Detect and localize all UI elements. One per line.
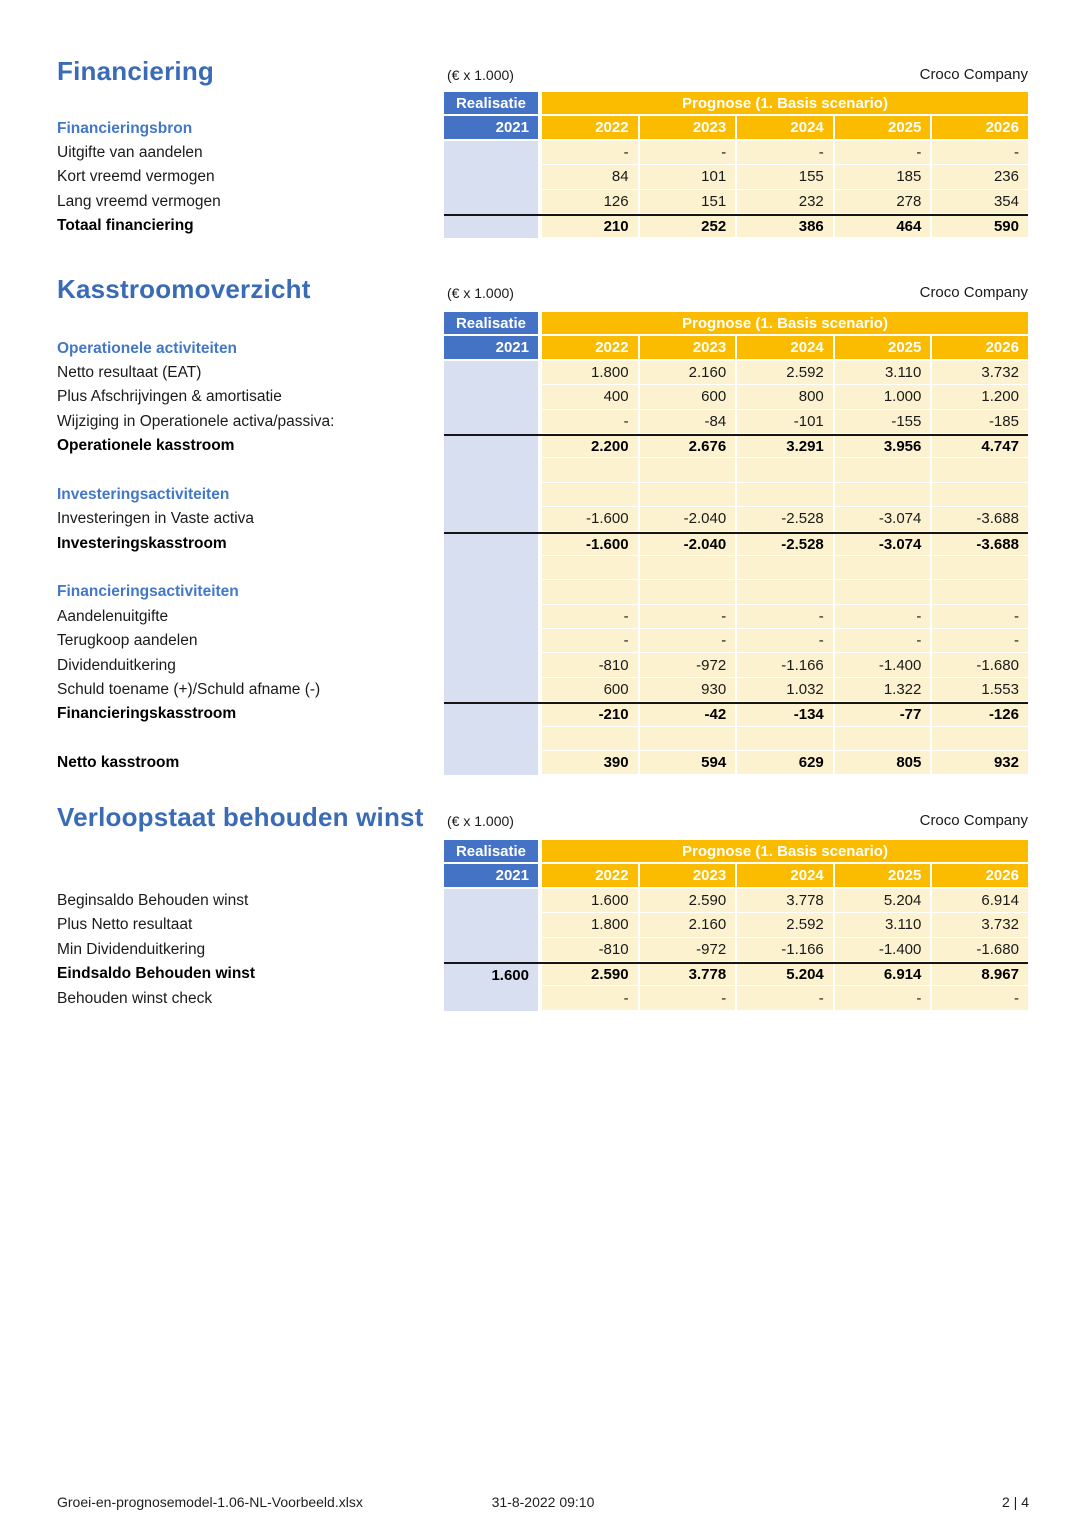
cell-realisatie bbox=[444, 385, 538, 409]
value-cell: -3.074 bbox=[835, 507, 933, 531]
year-cell: 2025 bbox=[835, 864, 933, 888]
row-label: Lang vreemd vermogen bbox=[57, 192, 221, 210]
value-cell bbox=[835, 458, 933, 482]
company-label: Croco Company bbox=[919, 66, 1028, 83]
prognose-cells bbox=[542, 889, 1028, 913]
value-cell: -126 bbox=[932, 704, 1028, 726]
value-cell: 354 bbox=[932, 190, 1028, 214]
cell-realisatie bbox=[444, 678, 538, 702]
value-cell bbox=[542, 727, 640, 751]
year-cell: 2023 bbox=[640, 116, 738, 140]
footer-page-indicator: 2 | 4 bbox=[1002, 1494, 1029, 1510]
value-cell: 1.553 bbox=[932, 678, 1028, 702]
value-cell: 4.747 bbox=[932, 436, 1028, 458]
row-label: Investeringsactiviteiten bbox=[57, 485, 230, 503]
table-row bbox=[0, 483, 1028, 507]
row-label: Wijziging in Operationele activa/passiva: bbox=[57, 412, 335, 430]
prognose-cells bbox=[542, 190, 1028, 214]
section-title: Verloopstaat behouden winst bbox=[57, 802, 424, 832]
table-row bbox=[0, 190, 1028, 214]
value-cell: -2.528 bbox=[737, 534, 835, 556]
value-cell: -1.600 bbox=[542, 507, 640, 531]
table-row bbox=[0, 141, 1028, 165]
value-cell: -1.600 bbox=[542, 534, 640, 556]
value-cell: 3.110 bbox=[835, 361, 933, 385]
value-cell: 1.800 bbox=[542, 361, 640, 385]
table-row bbox=[0, 653, 1028, 677]
value-cell bbox=[737, 580, 835, 604]
year-cell: 2021 bbox=[444, 336, 538, 360]
section-title: Financiering bbox=[57, 56, 214, 86]
value-cell: 155 bbox=[737, 165, 835, 189]
value-cell: 126 bbox=[542, 190, 640, 214]
table-row bbox=[0, 507, 1028, 531]
year-cell: 2024 bbox=[737, 864, 835, 888]
prognose-cells bbox=[542, 436, 1028, 458]
table-row bbox=[0, 434, 1028, 458]
row-label: Operationele activiteiten bbox=[57, 339, 238, 357]
value-cell: 151 bbox=[640, 190, 738, 214]
value-cell: 185 bbox=[835, 165, 933, 189]
cell-realisatie bbox=[444, 483, 538, 507]
page-footer bbox=[0, 1494, 1086, 1514]
row-label bbox=[0, 556, 444, 580]
row-label: Behouden winst check bbox=[57, 989, 213, 1007]
value-cell: - bbox=[737, 629, 835, 653]
value-cell bbox=[640, 556, 738, 580]
year-cell: 2022 bbox=[542, 864, 640, 888]
table-row bbox=[0, 702, 1028, 726]
value-cell: - bbox=[737, 605, 835, 629]
value-cell: - bbox=[640, 986, 738, 1010]
cell-realisatie bbox=[444, 165, 538, 189]
value-cell: 2.160 bbox=[640, 361, 738, 385]
row-label: Min Dividenduitkering bbox=[57, 940, 206, 958]
year-cell: 2023 bbox=[640, 336, 738, 360]
value-cell: - bbox=[640, 605, 738, 629]
cell-realisatie bbox=[444, 653, 538, 677]
prognose-cells bbox=[542, 507, 1028, 531]
prognose-cells bbox=[542, 141, 1028, 165]
row-label: Investeringskasstroom bbox=[57, 534, 227, 552]
cell-realisatie bbox=[444, 216, 538, 238]
row-label: Dividenduitkering bbox=[57, 656, 176, 674]
value-cell bbox=[542, 556, 640, 580]
value-cell: -210 bbox=[542, 704, 640, 726]
row-label: Totaal financiering bbox=[57, 217, 194, 235]
table-row bbox=[0, 962, 1028, 986]
prognose-cells bbox=[542, 556, 1028, 580]
company-label: Croco Company bbox=[919, 812, 1028, 829]
value-cell: - bbox=[835, 605, 933, 629]
value-cell bbox=[542, 483, 640, 507]
table-row bbox=[0, 727, 1028, 751]
value-cell: 590 bbox=[932, 216, 1028, 238]
company-label: Croco Company bbox=[919, 284, 1028, 301]
value-cell: - bbox=[640, 629, 738, 653]
value-cell bbox=[932, 483, 1028, 507]
cell-realisatie bbox=[444, 458, 538, 482]
cell-realisatie bbox=[444, 605, 538, 629]
prognose-header: Prognose (1. Basis scenario) bbox=[542, 92, 1028, 116]
cell-realisatie bbox=[444, 704, 538, 726]
value-cell: - bbox=[835, 629, 933, 653]
value-cell bbox=[737, 483, 835, 507]
row-label: Terugkoop aandelen bbox=[57, 632, 198, 650]
value-cell bbox=[932, 727, 1028, 751]
value-cell: -810 bbox=[542, 653, 640, 677]
cell-realisatie: 1.600 bbox=[444, 964, 538, 986]
value-cell: -1.166 bbox=[737, 938, 835, 962]
value-cell bbox=[640, 727, 738, 751]
kasstroom-table bbox=[0, 312, 1028, 775]
table-row bbox=[0, 532, 1028, 556]
section-title: Kasstroomoverzicht bbox=[57, 274, 311, 304]
value-cell: - bbox=[737, 986, 835, 1010]
table-row bbox=[0, 678, 1028, 702]
table-row bbox=[0, 986, 1028, 1010]
value-cell: -3.074 bbox=[835, 534, 933, 556]
value-cell: 1.000 bbox=[835, 385, 933, 409]
cell-realisatie bbox=[444, 580, 538, 604]
prognose-cells bbox=[542, 534, 1028, 556]
row-label bbox=[0, 840, 444, 864]
cell-realisatie bbox=[444, 727, 538, 751]
value-cell: 805 bbox=[835, 751, 933, 775]
value-cell: - bbox=[932, 605, 1028, 629]
cell-realisatie bbox=[444, 889, 538, 913]
cell-realisatie bbox=[444, 436, 538, 458]
value-cell: 1.600 bbox=[542, 889, 640, 913]
unit-label: (€ x 1.000) bbox=[447, 285, 514, 301]
cell-realisatie bbox=[444, 410, 538, 434]
value-cell bbox=[640, 483, 738, 507]
prognose-cells bbox=[542, 678, 1028, 702]
value-cell: 1.322 bbox=[835, 678, 933, 702]
value-cell: - bbox=[932, 141, 1028, 165]
table-header-row bbox=[0, 92, 1028, 116]
table-row bbox=[0, 361, 1028, 385]
cell-realisatie bbox=[444, 751, 538, 775]
value-cell: 1.800 bbox=[542, 913, 640, 937]
value-cell: -1.166 bbox=[737, 653, 835, 677]
row-label: Beginsaldo Behouden winst bbox=[57, 891, 249, 909]
value-cell: - bbox=[640, 141, 738, 165]
prognose-cells bbox=[542, 986, 1028, 1010]
value-cell: -84 bbox=[640, 410, 738, 434]
prognose-cells bbox=[542, 727, 1028, 751]
value-cell: -3.688 bbox=[932, 534, 1028, 556]
value-cell: 390 bbox=[542, 751, 640, 775]
value-cell: -134 bbox=[737, 704, 835, 726]
value-cell: -972 bbox=[640, 938, 738, 962]
value-cell: 2.200 bbox=[542, 436, 640, 458]
value-cell: 594 bbox=[640, 751, 738, 775]
realisatie-header: Realisatie bbox=[444, 92, 538, 116]
value-cell bbox=[835, 483, 933, 507]
prognose-cells bbox=[542, 704, 1028, 726]
row-label: Financieringskasstroom bbox=[57, 705, 237, 723]
unit-label: (€ x 1.000) bbox=[447, 813, 514, 829]
row-label bbox=[0, 727, 444, 751]
cell-realisatie bbox=[444, 986, 538, 1010]
value-cell bbox=[737, 727, 835, 751]
prognose-cells bbox=[542, 483, 1028, 507]
value-cell: 6.914 bbox=[835, 964, 933, 986]
value-cell: -1.680 bbox=[932, 653, 1028, 677]
table-row bbox=[0, 165, 1028, 189]
value-cell: 3.778 bbox=[640, 964, 738, 986]
value-cell: 386 bbox=[737, 216, 835, 238]
value-cell bbox=[835, 727, 933, 751]
year-cell: 2024 bbox=[737, 336, 835, 360]
row-label: Uitgifte van aandelen bbox=[57, 143, 203, 161]
table-row bbox=[0, 938, 1028, 962]
value-cell bbox=[737, 458, 835, 482]
row-label: Kort vreemd vermogen bbox=[57, 168, 215, 186]
value-cell: -1.400 bbox=[835, 938, 933, 962]
row-label: Schuld toename (+)/Schuld afname (-) bbox=[57, 681, 321, 699]
prognose-cells bbox=[542, 629, 1028, 653]
value-cell: - bbox=[835, 141, 933, 165]
table-row bbox=[0, 556, 1028, 580]
value-cell: 2.590 bbox=[542, 964, 640, 986]
value-cell: 2.676 bbox=[640, 436, 738, 458]
value-cell: 1.032 bbox=[737, 678, 835, 702]
value-cell bbox=[737, 556, 835, 580]
cell-realisatie bbox=[444, 190, 538, 214]
value-cell: 800 bbox=[737, 385, 835, 409]
row-label: Operationele kasstroom bbox=[57, 437, 235, 455]
prognose-cells bbox=[542, 410, 1028, 434]
value-cell: 629 bbox=[737, 751, 835, 775]
value-cell: -185 bbox=[932, 410, 1028, 434]
table-row bbox=[0, 913, 1028, 937]
year-cell: 2026 bbox=[932, 336, 1028, 360]
value-cell: 210 bbox=[542, 216, 640, 238]
prognose-years bbox=[542, 336, 1028, 360]
year-cell: 2022 bbox=[542, 116, 640, 140]
table-row bbox=[0, 751, 1028, 775]
value-cell: 252 bbox=[640, 216, 738, 238]
realisatie-header: Realisatie bbox=[444, 312, 538, 336]
value-cell: 600 bbox=[640, 385, 738, 409]
verloopstaat-table bbox=[0, 840, 1028, 1011]
value-cell: -1.400 bbox=[835, 653, 933, 677]
value-cell: -155 bbox=[835, 410, 933, 434]
prognose-header: Prognose (1. Basis scenario) bbox=[542, 840, 1028, 864]
prognose-cells bbox=[542, 913, 1028, 937]
row-label: Plus Netto resultaat bbox=[57, 916, 193, 934]
prognose-cells bbox=[542, 751, 1028, 775]
unit-label: (€ x 1.000) bbox=[447, 67, 514, 83]
value-cell: 5.204 bbox=[835, 889, 933, 913]
year-cell: 2021 bbox=[444, 864, 538, 888]
value-cell: - bbox=[542, 410, 640, 434]
value-cell: 232 bbox=[737, 190, 835, 214]
value-cell bbox=[835, 556, 933, 580]
value-cell: 236 bbox=[932, 165, 1028, 189]
value-cell: 101 bbox=[640, 165, 738, 189]
row-label bbox=[0, 864, 444, 888]
prognose-cells bbox=[542, 458, 1028, 482]
table-row bbox=[0, 889, 1028, 913]
value-cell: -2.040 bbox=[640, 534, 738, 556]
value-cell: 3.778 bbox=[737, 889, 835, 913]
cell-realisatie bbox=[444, 629, 538, 653]
year-cell: 2023 bbox=[640, 864, 738, 888]
table-year-row bbox=[0, 864, 1028, 888]
prognose-cells bbox=[542, 964, 1028, 986]
prognose-years bbox=[542, 864, 1028, 888]
cell-realisatie bbox=[444, 913, 538, 937]
value-cell: -77 bbox=[835, 704, 933, 726]
table-year-row bbox=[0, 336, 1028, 360]
value-cell: 3.732 bbox=[932, 913, 1028, 937]
value-cell: -810 bbox=[542, 938, 640, 962]
value-cell: - bbox=[542, 629, 640, 653]
year-cell: 2025 bbox=[835, 116, 933, 140]
value-cell: - bbox=[542, 986, 640, 1010]
cell-realisatie bbox=[444, 141, 538, 165]
value-cell: 930 bbox=[640, 678, 738, 702]
value-cell bbox=[932, 458, 1028, 482]
value-cell: - bbox=[835, 986, 933, 1010]
footer-datetime: 31-8-2022 09:10 bbox=[491, 1494, 595, 1510]
table-header-row bbox=[0, 840, 1028, 864]
year-cell: 2026 bbox=[932, 116, 1028, 140]
table-row bbox=[0, 629, 1028, 653]
value-cell: - bbox=[932, 629, 1028, 653]
value-cell: -2.040 bbox=[640, 507, 738, 531]
value-cell: -3.688 bbox=[932, 507, 1028, 531]
value-cell: 1.200 bbox=[932, 385, 1028, 409]
value-cell: -42 bbox=[640, 704, 738, 726]
value-cell: 400 bbox=[542, 385, 640, 409]
realisatie-header: Realisatie bbox=[444, 840, 538, 864]
value-cell: -1.680 bbox=[932, 938, 1028, 962]
prognose-cells bbox=[542, 361, 1028, 385]
value-cell: -972 bbox=[640, 653, 738, 677]
value-cell: 8.967 bbox=[932, 964, 1028, 986]
table-row bbox=[0, 605, 1028, 629]
table-row bbox=[0, 580, 1028, 604]
row-label: Financieringsactiviteiten bbox=[57, 583, 239, 601]
year-cell: 2022 bbox=[542, 336, 640, 360]
cell-realisatie bbox=[444, 534, 538, 556]
footer-filename: Groei-en-prognosemodel-1.06-NL-Voorbeeld.xlsx bbox=[57, 1494, 363, 1510]
row-label: Eindsaldo Behouden winst bbox=[57, 965, 256, 983]
row-label: Netto resultaat (EAT) bbox=[57, 363, 202, 381]
value-cell: 2.590 bbox=[640, 889, 738, 913]
value-cell: -101 bbox=[737, 410, 835, 434]
value-cell bbox=[640, 580, 738, 604]
prognose-cells bbox=[542, 938, 1028, 962]
prognose-cells bbox=[542, 653, 1028, 677]
row-label: Investeringen in Vaste activa bbox=[57, 510, 255, 528]
value-cell: 3.291 bbox=[737, 436, 835, 458]
value-cell: 278 bbox=[835, 190, 933, 214]
row-label bbox=[0, 458, 444, 482]
prognose-cells bbox=[542, 385, 1028, 409]
value-cell: 3.110 bbox=[835, 913, 933, 937]
financiering-table bbox=[0, 92, 1028, 238]
row-label: Plus Afschrijvingen & amortisatie bbox=[57, 388, 282, 406]
value-cell: - bbox=[932, 986, 1028, 1010]
value-cell: 600 bbox=[542, 678, 640, 702]
table-row bbox=[0, 410, 1028, 434]
year-cell: 2024 bbox=[737, 116, 835, 140]
cell-realisatie bbox=[444, 938, 538, 962]
year-cell: 2026 bbox=[932, 864, 1028, 888]
row-label: Netto kasstroom bbox=[57, 754, 180, 772]
table-row bbox=[0, 214, 1028, 238]
cell-realisatie bbox=[444, 556, 538, 580]
table-year-row bbox=[0, 116, 1028, 140]
value-cell: 464 bbox=[835, 216, 933, 238]
value-cell bbox=[640, 458, 738, 482]
value-cell: -2.528 bbox=[737, 507, 835, 531]
row-label bbox=[0, 92, 444, 116]
prognose-cells bbox=[542, 216, 1028, 238]
year-cell: 2025 bbox=[835, 336, 933, 360]
value-cell: 932 bbox=[932, 751, 1028, 775]
value-cell: - bbox=[737, 141, 835, 165]
prognose-header: Prognose (1. Basis scenario) bbox=[542, 312, 1028, 336]
cell-realisatie bbox=[444, 361, 538, 385]
year-cell: 2021 bbox=[444, 116, 538, 140]
value-cell: 3.956 bbox=[835, 436, 933, 458]
value-cell: 2.592 bbox=[737, 913, 835, 937]
cell-realisatie bbox=[444, 507, 538, 531]
row-label bbox=[0, 312, 444, 336]
prognose-cells bbox=[542, 605, 1028, 629]
value-cell bbox=[835, 580, 933, 604]
prognose-years bbox=[542, 116, 1028, 140]
value-cell bbox=[542, 580, 640, 604]
value-cell: 84 bbox=[542, 165, 640, 189]
value-cell: 2.160 bbox=[640, 913, 738, 937]
value-cell bbox=[932, 556, 1028, 580]
value-cell bbox=[932, 580, 1028, 604]
prognose-cells bbox=[542, 580, 1028, 604]
table-row bbox=[0, 385, 1028, 409]
value-cell: - bbox=[542, 141, 640, 165]
value-cell: 5.204 bbox=[737, 964, 835, 986]
value-cell: 6.914 bbox=[932, 889, 1028, 913]
row-label: Aandelenuitgifte bbox=[57, 607, 169, 625]
value-cell: - bbox=[542, 605, 640, 629]
table-row bbox=[0, 458, 1028, 482]
prognose-cells bbox=[542, 165, 1028, 189]
table-header-row bbox=[0, 312, 1028, 336]
value-cell: 3.732 bbox=[932, 361, 1028, 385]
value-cell: 2.592 bbox=[737, 361, 835, 385]
row-label: Financieringsbron bbox=[57, 119, 193, 137]
value-cell bbox=[542, 458, 640, 482]
